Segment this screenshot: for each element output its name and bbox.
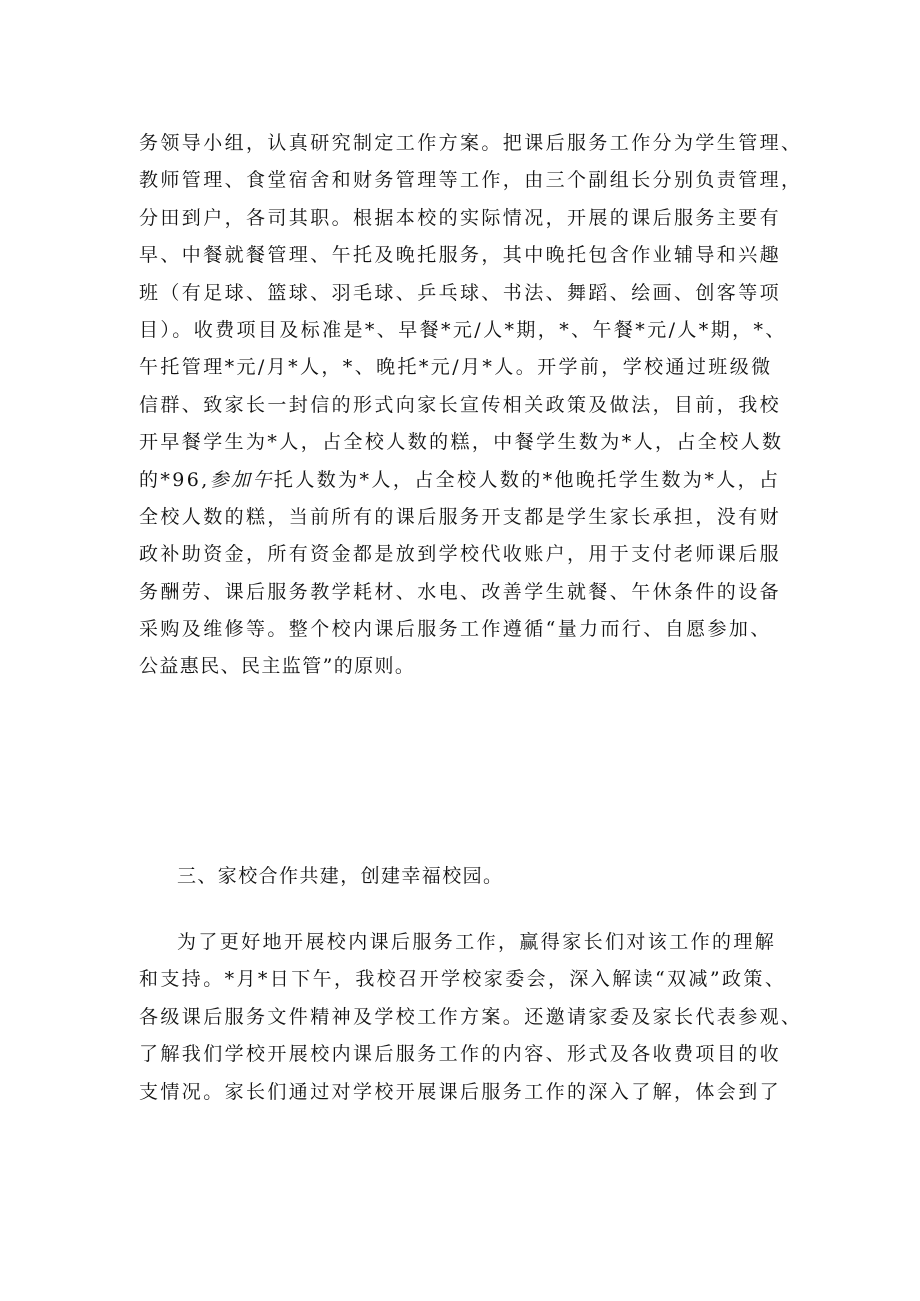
paragraph-after-school-service-management [139,125,803,686]
text-line: 和支持。*月*日下午，我校召开学校家委会，深入解读“双减”政策、 [139,968,787,991]
section-heading-text: 三、家校合作共建，创建幸福校园。 [177,865,504,887]
text-segment: 的*96, [139,468,210,491]
text-line: 开早餐学生为*人，占全校人数的糕，中餐学生数为*人，占全校人数 [139,431,784,454]
text-line: 政补助资金，所有资金都是放到学校代收账户，用于支付老师课后服 [139,543,782,566]
text-line: 午托管理*元/月*人，*、晚托*元/月*人。开学前，学校通过班级微 [139,356,773,379]
text-line: 采购及维修等。整个校内课后服务工作遵循“量力而行、自愿参加、 [139,618,772,641]
text-line: 教师管理、食堂宿舍和财务管理等工作，由三个副组长分别负责管理， [139,169,803,192]
text-line: 务领导小组，认真研究制定工作方案。把课后服务工作分为学生管理、 [139,132,803,154]
paragraph-home-school-cooperation [139,924,803,1111]
text-segment: 托人数为*人，占全校人数的*他晚托学生数为*人，占 [273,468,781,491]
italic-text-segment: 参加午 [209,468,274,491]
text-line: 务酬劳、课后服务教学耗材、水电、改善学生就餐、午休条件的设备 [139,580,782,603]
section-heading [139,858,799,895]
text-line: 为了更好地开展校内课后服务工作，赢得家长们对该工作的理解 [177,931,777,953]
text-line: 了解我们学校开展校内课后服务工作的内容、形式及各收费项目的收 [139,1043,782,1066]
text-line: 支情况。家长们通过对学校开展课后服务工作的深入了解，体会到了 [139,1080,782,1103]
text-line: 信群、致家长一封信的形式向家长宣传相关政策及做法，目前，我校 [139,393,782,416]
text-line: 公益惠民、民主监管”的原则。 [139,655,416,678]
text-line: 目）。收费项目及标准是*、早餐*元/人*期，*、午餐*元/人*期，*、 [139,318,787,341]
text-line: 各级课后服务文件精神及学校工作方案。还邀请家委及家长代表参观、 [139,1005,803,1028]
text-line-mixed [139,462,799,499]
text-line: 全校人数的糕，当前所有的课后服务开支都是学生家长承担，没有财 [139,505,782,528]
text-line: 分田到户，各司其职。根据本校的实际情况，开展的课后服务主要有 [139,206,782,229]
text-line: 班（有足球、篮球、羽毛球、乒乓球、书法、舞蹈、绘画、创客等项 [139,281,782,304]
text-line: 早、中餐就餐管理、午托及晚托服务，其中晚托包含作业辅导和兴趣 [139,244,782,267]
